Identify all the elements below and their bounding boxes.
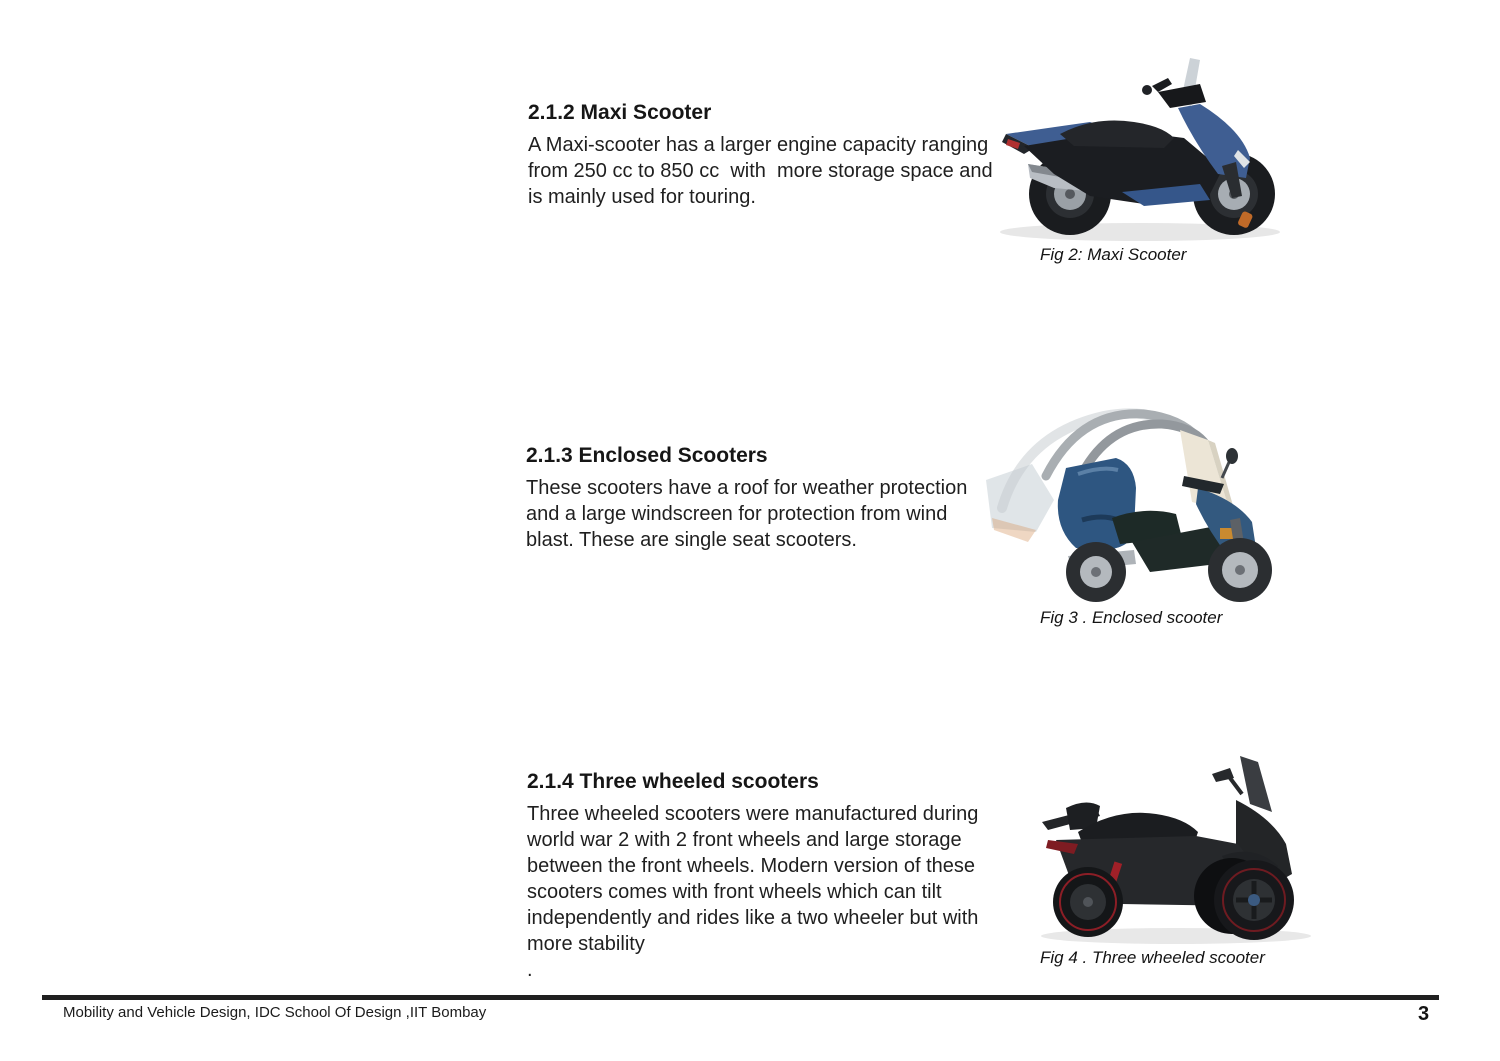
enclosed-scooter-image <box>984 380 1284 608</box>
maxi-scooter-figure <box>994 46 1286 246</box>
section-enclosed-scooters <box>526 444 991 553</box>
section-body: Three wheeled scooters were manufactured during world war 2 with 2 front wheels and large storage between the front wheels. Modern version of these scooters comes with front wheels which can tilt independently and rides like a two wheeler but with more stability <box>527 803 984 955</box>
page-number: 3 <box>1418 1003 1430 1025</box>
section-maxi-scooter <box>528 101 999 210</box>
section-heading: 2.1.4 Three wheeled scooters <box>527 770 819 793</box>
section-heading: 2.1.3 Enclosed Scooters <box>526 444 768 467</box>
footer-text: Mobility and Vehicle Design, IDC School Of Design ,IIT Bombay <box>63 1004 487 1021</box>
section-body: These scooters have a roof for weather protection and a large windscreen for protection from wind blast. These are single seat scooters. <box>526 477 973 551</box>
section-body-trailing: . <box>527 959 533 981</box>
figure-caption: Fig 3 . Enclosed scooter <box>1040 608 1223 627</box>
section-heading: 2.1.2 Maxi Scooter <box>528 101 712 124</box>
section-body: A Maxi-scooter has a larger engine capacity ranging from 250 cc to 850 cc with more storage space and is mainly used for touring. <box>528 134 999 208</box>
three-wheeled-scooter-figure <box>1026 748 1316 948</box>
section-three-wheeled-scooters <box>527 770 992 983</box>
figure-caption: Fig 2: Maxi Scooter <box>1040 245 1187 264</box>
three-wheeled-scooter-image <box>1026 748 1316 948</box>
figure-caption: Fig 4 . Three wheeled scooter <box>1040 948 1265 967</box>
footer-divider <box>42 995 1439 1000</box>
maxi-scooter-image <box>994 46 1286 246</box>
enclosed-scooter-figure <box>984 380 1284 608</box>
